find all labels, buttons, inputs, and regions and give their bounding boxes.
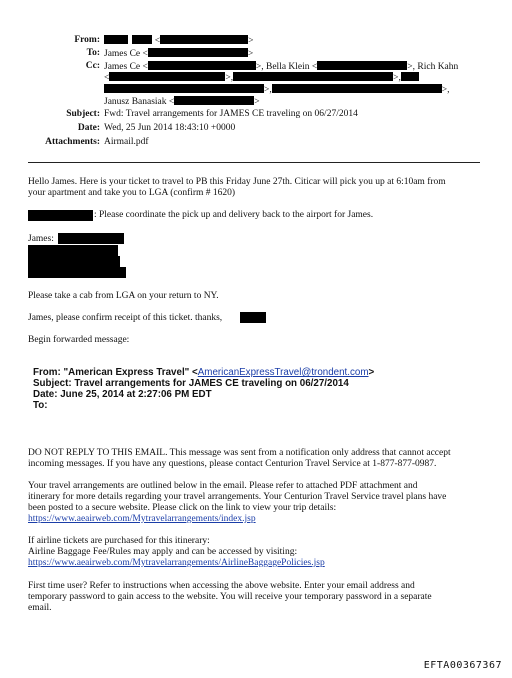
cc-line-2: < >, >,: [104, 72, 419, 83]
cc-line-3: >, >,: [104, 84, 449, 95]
fwd-to: To:: [33, 400, 48, 411]
body-line: Hello James. Here is your ticket to travel to PB this Friday June 27th. Citicar will pick you up at 6:10am from: [28, 177, 446, 187]
redaction: [104, 84, 264, 93]
redaction: [317, 61, 407, 70]
message-line: been posted to a secure website. Please click on the link to view your trip details:: [28, 503, 337, 513]
message-line: itinerary for more details regarding your travel arrangements. Your Centurion Travel Service travel plans have: [28, 492, 447, 502]
message-line: First time user? Refer to instructions when accessing the above website. Enter your email address and: [28, 581, 415, 591]
redaction: [132, 35, 152, 44]
redaction: [148, 61, 256, 70]
message-line: email.: [28, 603, 52, 613]
cc-line-1: James Ce < >, Bella Klein < >, Rich Kahn: [104, 62, 459, 72]
subject-label: Subject:: [66, 109, 100, 119]
message-line: DO NOT REPLY TO THIS EMAIL. This message was sent from a notification only address that cannot accept: [28, 448, 451, 458]
to-label: To:: [86, 48, 100, 58]
cc-label: Cc:: [85, 61, 100, 71]
divider: [28, 162, 480, 163]
redaction: [104, 35, 128, 44]
attachments-value[interactable]: Airmail.pdf: [104, 137, 149, 147]
redaction: [233, 72, 393, 81]
message-line: If airline tickets are purchased for this itinerary:: [28, 536, 210, 546]
fwd-date: Date: June 25, 2014 at 2:27:06 PM EDT: [33, 389, 212, 400]
redaction: [174, 96, 254, 105]
redaction: [160, 35, 248, 44]
message-line: Airline Baggage Fee/Rules may apply and can be accessed by visiting:: [28, 547, 298, 557]
fwd-from: From: "American Express Travel" <AmericanExpressTravel@trondent.com>: [33, 367, 375, 378]
to-value: James Ce < >: [104, 49, 254, 59]
attachments-label: Attachments:: [45, 137, 100, 147]
redaction: [272, 84, 442, 93]
body-line: Begin forwarded message:: [28, 335, 130, 345]
fwd-from-email-link[interactable]: AmericanExpressTravel@trondent.com: [197, 367, 369, 378]
subject-value: Fwd: Travel arrangements for JAMES CE traveling on 06/27/2014: [104, 109, 358, 119]
message-line: temporary password to gain access to the website. You will receive your temporary password in a separate: [28, 592, 432, 602]
redaction: [28, 256, 120, 267]
fwd-subject: Subject: Travel arrangements for JAMES CE traveling on 06/27/2014: [33, 378, 349, 389]
trip-details-link[interactable]: https://www.aeairweb.com/Mytravelarrangements/index.jsp: [28, 514, 256, 524]
redaction: [240, 312, 266, 323]
james-label: James:: [28, 234, 54, 244]
redaction: [58, 233, 124, 244]
redaction: [148, 48, 248, 57]
baggage-policies-link[interactable]: https://www.aeairweb.com/Mytravelarrangements/AirlineBaggagePolicies.jsp: [28, 558, 325, 568]
from-value: < >: [104, 35, 253, 46]
cc-line-4: Janusz Banasiak < >: [104, 97, 260, 107]
redaction: [28, 210, 93, 221]
date-label: Date:: [77, 123, 100, 133]
body-line: your apartment and take you to LGA (confirm # 1620): [28, 188, 236, 198]
redaction: [401, 72, 419, 81]
redaction: [109, 72, 225, 81]
body-line: James, please confirm receipt of this ticket. thanks,: [28, 313, 223, 323]
message-line: incoming messages. If you have any questions, please contact Centurion Travel Service at 1-877-877-0987.: [28, 459, 437, 469]
message-line: Your travel arrangements are outlined below in the email. Please refer to attached PDF attachment and: [28, 481, 418, 491]
document-id: EFTA00367367: [423, 660, 502, 671]
body-line: : Please coordinate the pick up and delivery back to the airport for James.: [94, 210, 374, 220]
from-label: From:: [74, 35, 100, 45]
date-value: Wed, 25 Jun 2014 18:43:10 +0000: [104, 123, 236, 133]
redaction: [28, 245, 118, 256]
redaction: [28, 267, 126, 278]
body-line: Please take a cab from LGA on your return to NY.: [28, 291, 219, 301]
